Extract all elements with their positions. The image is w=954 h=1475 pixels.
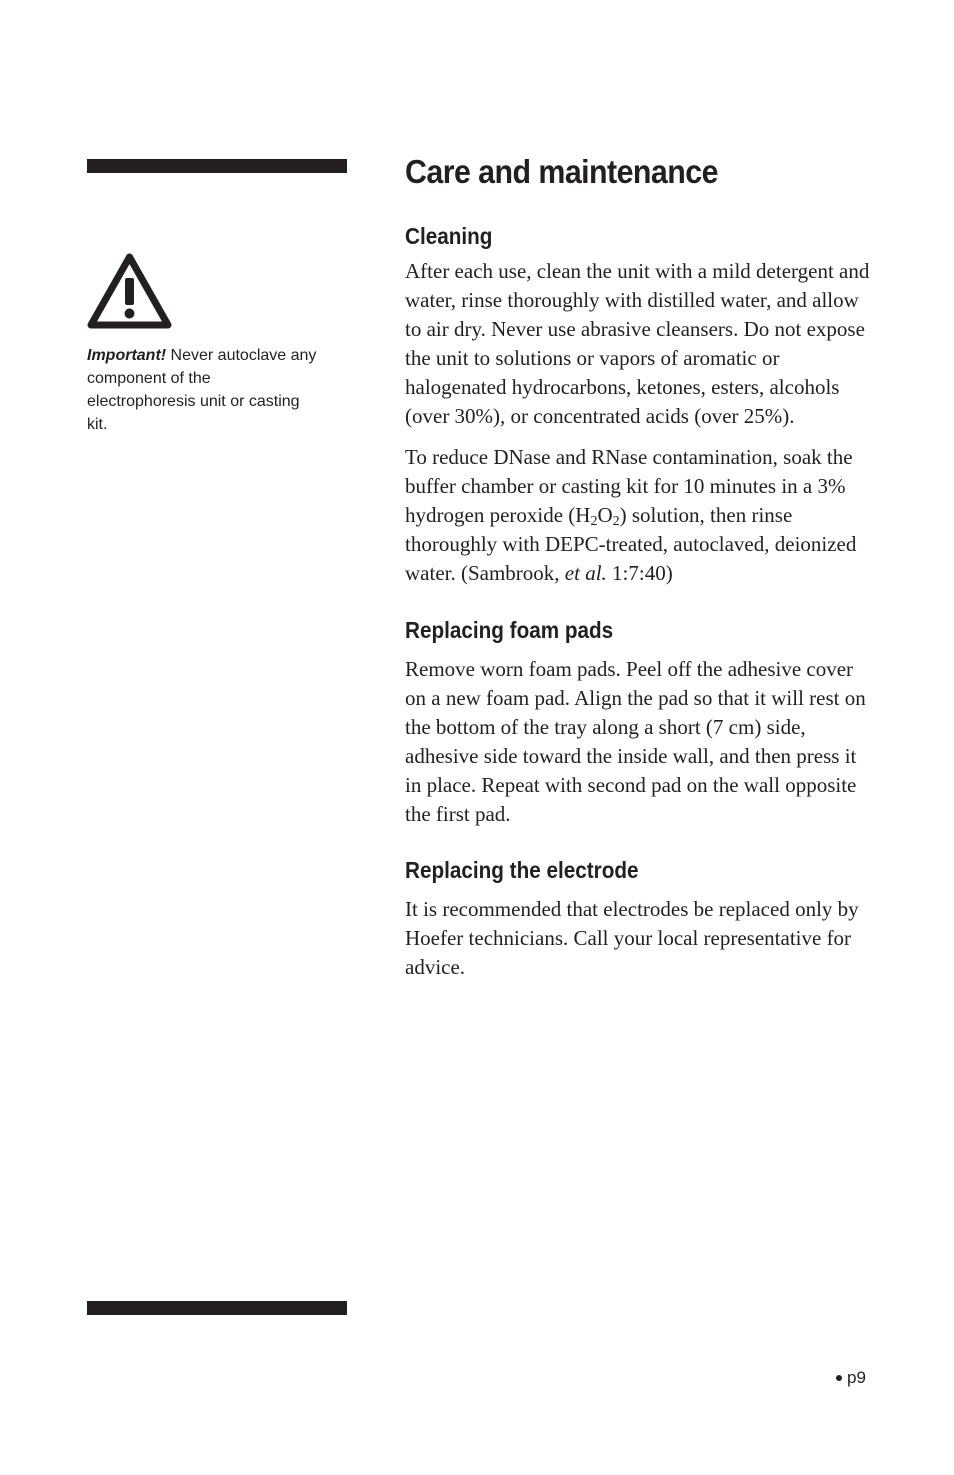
top-rule bbox=[87, 159, 347, 173]
cleaning-text-a: To reduce DNase and RNase contamination, soak the buffer chamber or casting kit for 10 minutes in a 3% hydrogen peroxide (H bbox=[405, 445, 853, 527]
citation-italic: et al. bbox=[564, 561, 607, 585]
page-number-text: p9 bbox=[847, 1368, 866, 1387]
page-number bbox=[836, 1366, 866, 1390]
foam-pads-heading: Replacing foam pads bbox=[405, 617, 614, 643]
subscript-2: 2 bbox=[590, 514, 598, 529]
electrode-paragraph: It is recommended that electrodes be replaced only by Hoefer technicians. Call your local representative for advice. bbox=[405, 897, 859, 979]
subscript-2: 2 bbox=[612, 514, 620, 529]
important-note bbox=[87, 344, 317, 436]
cleaning-heading: Cleaning bbox=[405, 223, 493, 249]
warning-triangle-icon bbox=[86, 252, 173, 330]
cleaning-text-b: O bbox=[597, 503, 613, 527]
main-content bbox=[405, 150, 875, 982]
cleaning-paragraph-2 bbox=[405, 443, 875, 588]
important-text: Never autoclave any component of the electrophoresis unit or casting kit. bbox=[87, 347, 317, 433]
cleaning-text-d: 1:7:40) bbox=[606, 561, 673, 585]
page-title: Care and maintenance bbox=[405, 153, 718, 190]
bottom-rule bbox=[87, 1301, 347, 1315]
important-label: Important! bbox=[87, 347, 167, 364]
cleaning-paragraph-1: After each use, clean the unit with a mild detergent and water, rinse thoroughly with distilled water, and allow to air dry. Never use abrasive cleansers. Do not expose the unit to solutions or vapors of aromatic or halogenated hydrocarbons, ketones, esters, alcohols (over 30%), or concentrated acids (over 25%). bbox=[405, 259, 870, 428]
bullet-icon bbox=[836, 1375, 842, 1381]
cleaning-text-c: ) solution, then rinse thoroughly with DEPC-treated, autoclaved, deionized water. (Sambrook, bbox=[405, 503, 857, 585]
electrode-heading: Replacing the electrode bbox=[405, 857, 639, 883]
foam-pads-paragraph: Remove worn foam pads. Peel off the adhesive cover on a new foam pad. Align the pad so that it will rest on the bottom of the tray along a short (7 cm) side, adhesive side toward the inside wall, and then press it in place. Repeat with second pad on the wall opposite the first pad. bbox=[405, 657, 866, 826]
